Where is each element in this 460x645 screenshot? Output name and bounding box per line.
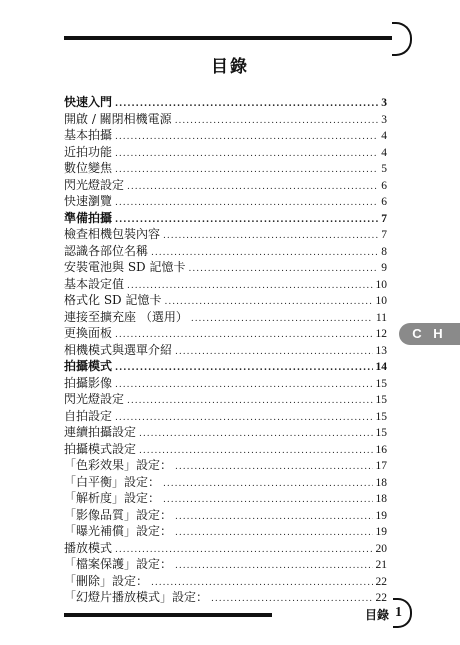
toc-entry-page-number: 6 <box>381 179 387 192</box>
toc-entry[interactable] <box>64 589 387 606</box>
toc-entry-title: 拍攝模式 <box>64 359 113 373</box>
toc-entry-page-number: 4 <box>381 146 387 159</box>
toc-entry[interactable] <box>64 342 387 359</box>
toc-entry-page-number: 7 <box>381 229 387 241</box>
toc-entry-page-number: 6 <box>381 196 387 208</box>
toc-leader-dots <box>115 360 372 377</box>
toc-entry[interactable] <box>64 358 387 375</box>
toc-entry-page-number: 7 <box>381 212 387 225</box>
toc-leader-dots <box>163 492 372 509</box>
toc-entry-page-number: 13 <box>375 344 387 357</box>
toc-entry-page-number: 22 <box>375 592 387 604</box>
toc-leader-dots <box>127 393 372 410</box>
toc-entry-page-number: 3 <box>381 113 387 126</box>
toc-entry-title: 快速入門 <box>64 95 113 109</box>
toc-entry[interactable] <box>64 144 387 161</box>
toc-entry-title: 基本拍攝 <box>64 128 113 142</box>
toc-entry-title: 閃光燈設定 <box>64 177 125 192</box>
toc-entry-title: 「檔案保護」設定： <box>64 557 173 571</box>
toc-entry[interactable] <box>64 507 387 524</box>
toc-leader-dots <box>127 278 372 295</box>
toc-entry-title: 相機模式與選單介紹 <box>64 342 173 357</box>
toc-entry-title: 拍攝模式設定 <box>64 441 137 456</box>
toc-entry-page-number: 4 <box>381 130 387 142</box>
toc-entry[interactable] <box>64 226 387 243</box>
toc-entry-page-number: 14 <box>375 361 387 373</box>
toc-entry-page-number: 5 <box>381 163 387 175</box>
toc-leader-dots <box>175 525 372 542</box>
toc-entry-title: 連接至擴充座 （選用） <box>64 309 188 324</box>
toc-leader-dots <box>115 377 372 394</box>
toc-entry[interactable] <box>64 523 387 540</box>
footer-label: 目錄 <box>365 608 390 622</box>
toc-entry-page-number: 18 <box>375 476 387 489</box>
table-of-contents <box>64 94 387 606</box>
toc-entry-title: 「解析度」設定： <box>64 491 161 505</box>
toc-leader-dots <box>163 476 372 493</box>
toc-entry-page-number: 10 <box>375 295 387 307</box>
toc-entry-title: 檢查相機包裝內容 <box>64 227 161 241</box>
toc-entry-title: 安裝電池與 SD 記憶卡 <box>64 260 186 274</box>
header-rule <box>64 36 404 40</box>
toc-entry-title: 近拍功能 <box>64 144 113 159</box>
toc-leader-dots <box>211 591 372 608</box>
toc-entry-title: 「幻燈片播放模式」設定： <box>64 590 209 604</box>
toc-leader-dots <box>127 179 378 196</box>
toc-leader-dots <box>188 261 378 278</box>
toc-entry-page-number: 11 <box>375 311 387 324</box>
toc-entry-page-number: 10 <box>375 278 387 291</box>
page-number-badge: 1 <box>393 598 412 628</box>
header-tab-decoration <box>392 22 412 56</box>
toc-entry-page-number: 16 <box>375 443 387 456</box>
toc-entry[interactable] <box>64 391 387 408</box>
toc-leader-dots <box>115 146 378 163</box>
toc-leader-dots <box>115 162 378 179</box>
toc-entry-title: 快速瀏覽 <box>64 194 113 208</box>
toc-entry-page-number: 15 <box>375 427 387 439</box>
toc-entry[interactable] <box>64 441 387 458</box>
toc-entry[interactable] <box>64 375 387 392</box>
toc-entry[interactable] <box>64 490 387 507</box>
toc-entry-page-number: 12 <box>375 328 387 340</box>
toc-entry-title: 連續拍攝設定 <box>64 425 137 439</box>
toc-entry-page-number: 15 <box>375 410 387 423</box>
toc-entry-title: 格式化 SD 記憶卡 <box>64 293 162 307</box>
toc-entry[interactable] <box>64 457 387 474</box>
toc-entry-page-number: 17 <box>375 460 387 472</box>
toc-entry[interactable] <box>64 292 387 309</box>
toc-leader-dots <box>175 344 372 361</box>
toc-entry-title: 更換面板 <box>64 326 113 340</box>
toc-entry-title: 「曝光補償」設定： <box>64 524 173 538</box>
toc-entry-page-number: 19 <box>375 509 387 522</box>
toc-entry[interactable] <box>64 243 387 260</box>
toc-entry[interactable] <box>64 193 387 210</box>
toc-leader-dots <box>115 410 372 427</box>
toc-leader-dots <box>175 459 372 476</box>
toc-leader-dots <box>164 294 372 311</box>
toc-entry[interactable] <box>64 309 387 326</box>
toc-leader-dots <box>163 228 378 245</box>
page-title: 目錄 <box>211 57 249 77</box>
toc-entry-page-number: 21 <box>375 559 387 571</box>
toc-leader-dots <box>175 558 372 575</box>
toc-entry[interactable] <box>64 259 387 276</box>
toc-entry[interactable] <box>64 276 387 293</box>
toc-leader-dots <box>191 311 373 328</box>
toc-entry-title: 「刪除」設定： <box>64 573 149 588</box>
toc-entry-title: 基本設定值 <box>64 276 125 291</box>
toc-entry-page-number: 9 <box>381 262 387 274</box>
toc-entry-page-number: 22 <box>375 575 387 588</box>
toc-entry[interactable] <box>64 94 387 111</box>
toc-leader-dots <box>139 443 372 460</box>
footer-rule <box>64 613 272 617</box>
toc-entry-page-number: 8 <box>381 245 387 258</box>
toc-entry[interactable] <box>64 424 387 441</box>
toc-entry-title: 拍攝影像 <box>64 375 113 390</box>
toc-entry-title: 「色彩效果」設定： <box>64 458 173 472</box>
toc-leader-dots <box>115 129 378 146</box>
toc-entry[interactable] <box>64 474 387 491</box>
toc-entry-page-number: 19 <box>375 526 387 538</box>
toc-leader-dots <box>175 509 372 526</box>
toc-entry[interactable] <box>64 127 387 144</box>
toc-entry-page-number: 20 <box>375 542 387 555</box>
toc-entry[interactable] <box>64 177 387 194</box>
toc-entry[interactable] <box>64 111 387 128</box>
toc-entry[interactable] <box>64 210 387 227</box>
toc-entry-title: 認識各部位名稱 <box>64 243 149 258</box>
toc-entry-title: 「白平衡」設定： <box>64 474 161 489</box>
toc-entry-title: 數位變焦 <box>64 161 113 175</box>
toc-entry-title: 開啟 / 關閉相機電源 <box>64 111 172 126</box>
toc-entry-page-number: 18 <box>375 493 387 505</box>
toc-entry-title: 「影像品質」設定： <box>64 507 173 522</box>
toc-entry[interactable] <box>64 573 387 590</box>
toc-entry-title: 準備拍攝 <box>64 210 113 225</box>
toc-leader-dots <box>139 426 372 443</box>
toc-entry-title: 播放模式 <box>64 540 113 555</box>
toc-entry[interactable] <box>64 540 387 557</box>
toc-entry-title: 閃光燈設定 <box>64 392 125 406</box>
toc-entry[interactable] <box>64 556 387 573</box>
toc-entry-page-number: 15 <box>375 377 387 390</box>
toc-entry-page-number: 15 <box>375 394 387 406</box>
toc-entry[interactable] <box>64 160 387 177</box>
language-tab-badge: C H <box>399 323 460 345</box>
toc-leader-dots <box>175 113 379 130</box>
toc-entry[interactable] <box>64 325 387 342</box>
toc-entry[interactable] <box>64 408 387 425</box>
toc-entry-title: 自拍設定 <box>64 408 113 423</box>
toc-entry-page-number: 3 <box>381 97 387 109</box>
toc-leader-dots <box>115 195 378 212</box>
